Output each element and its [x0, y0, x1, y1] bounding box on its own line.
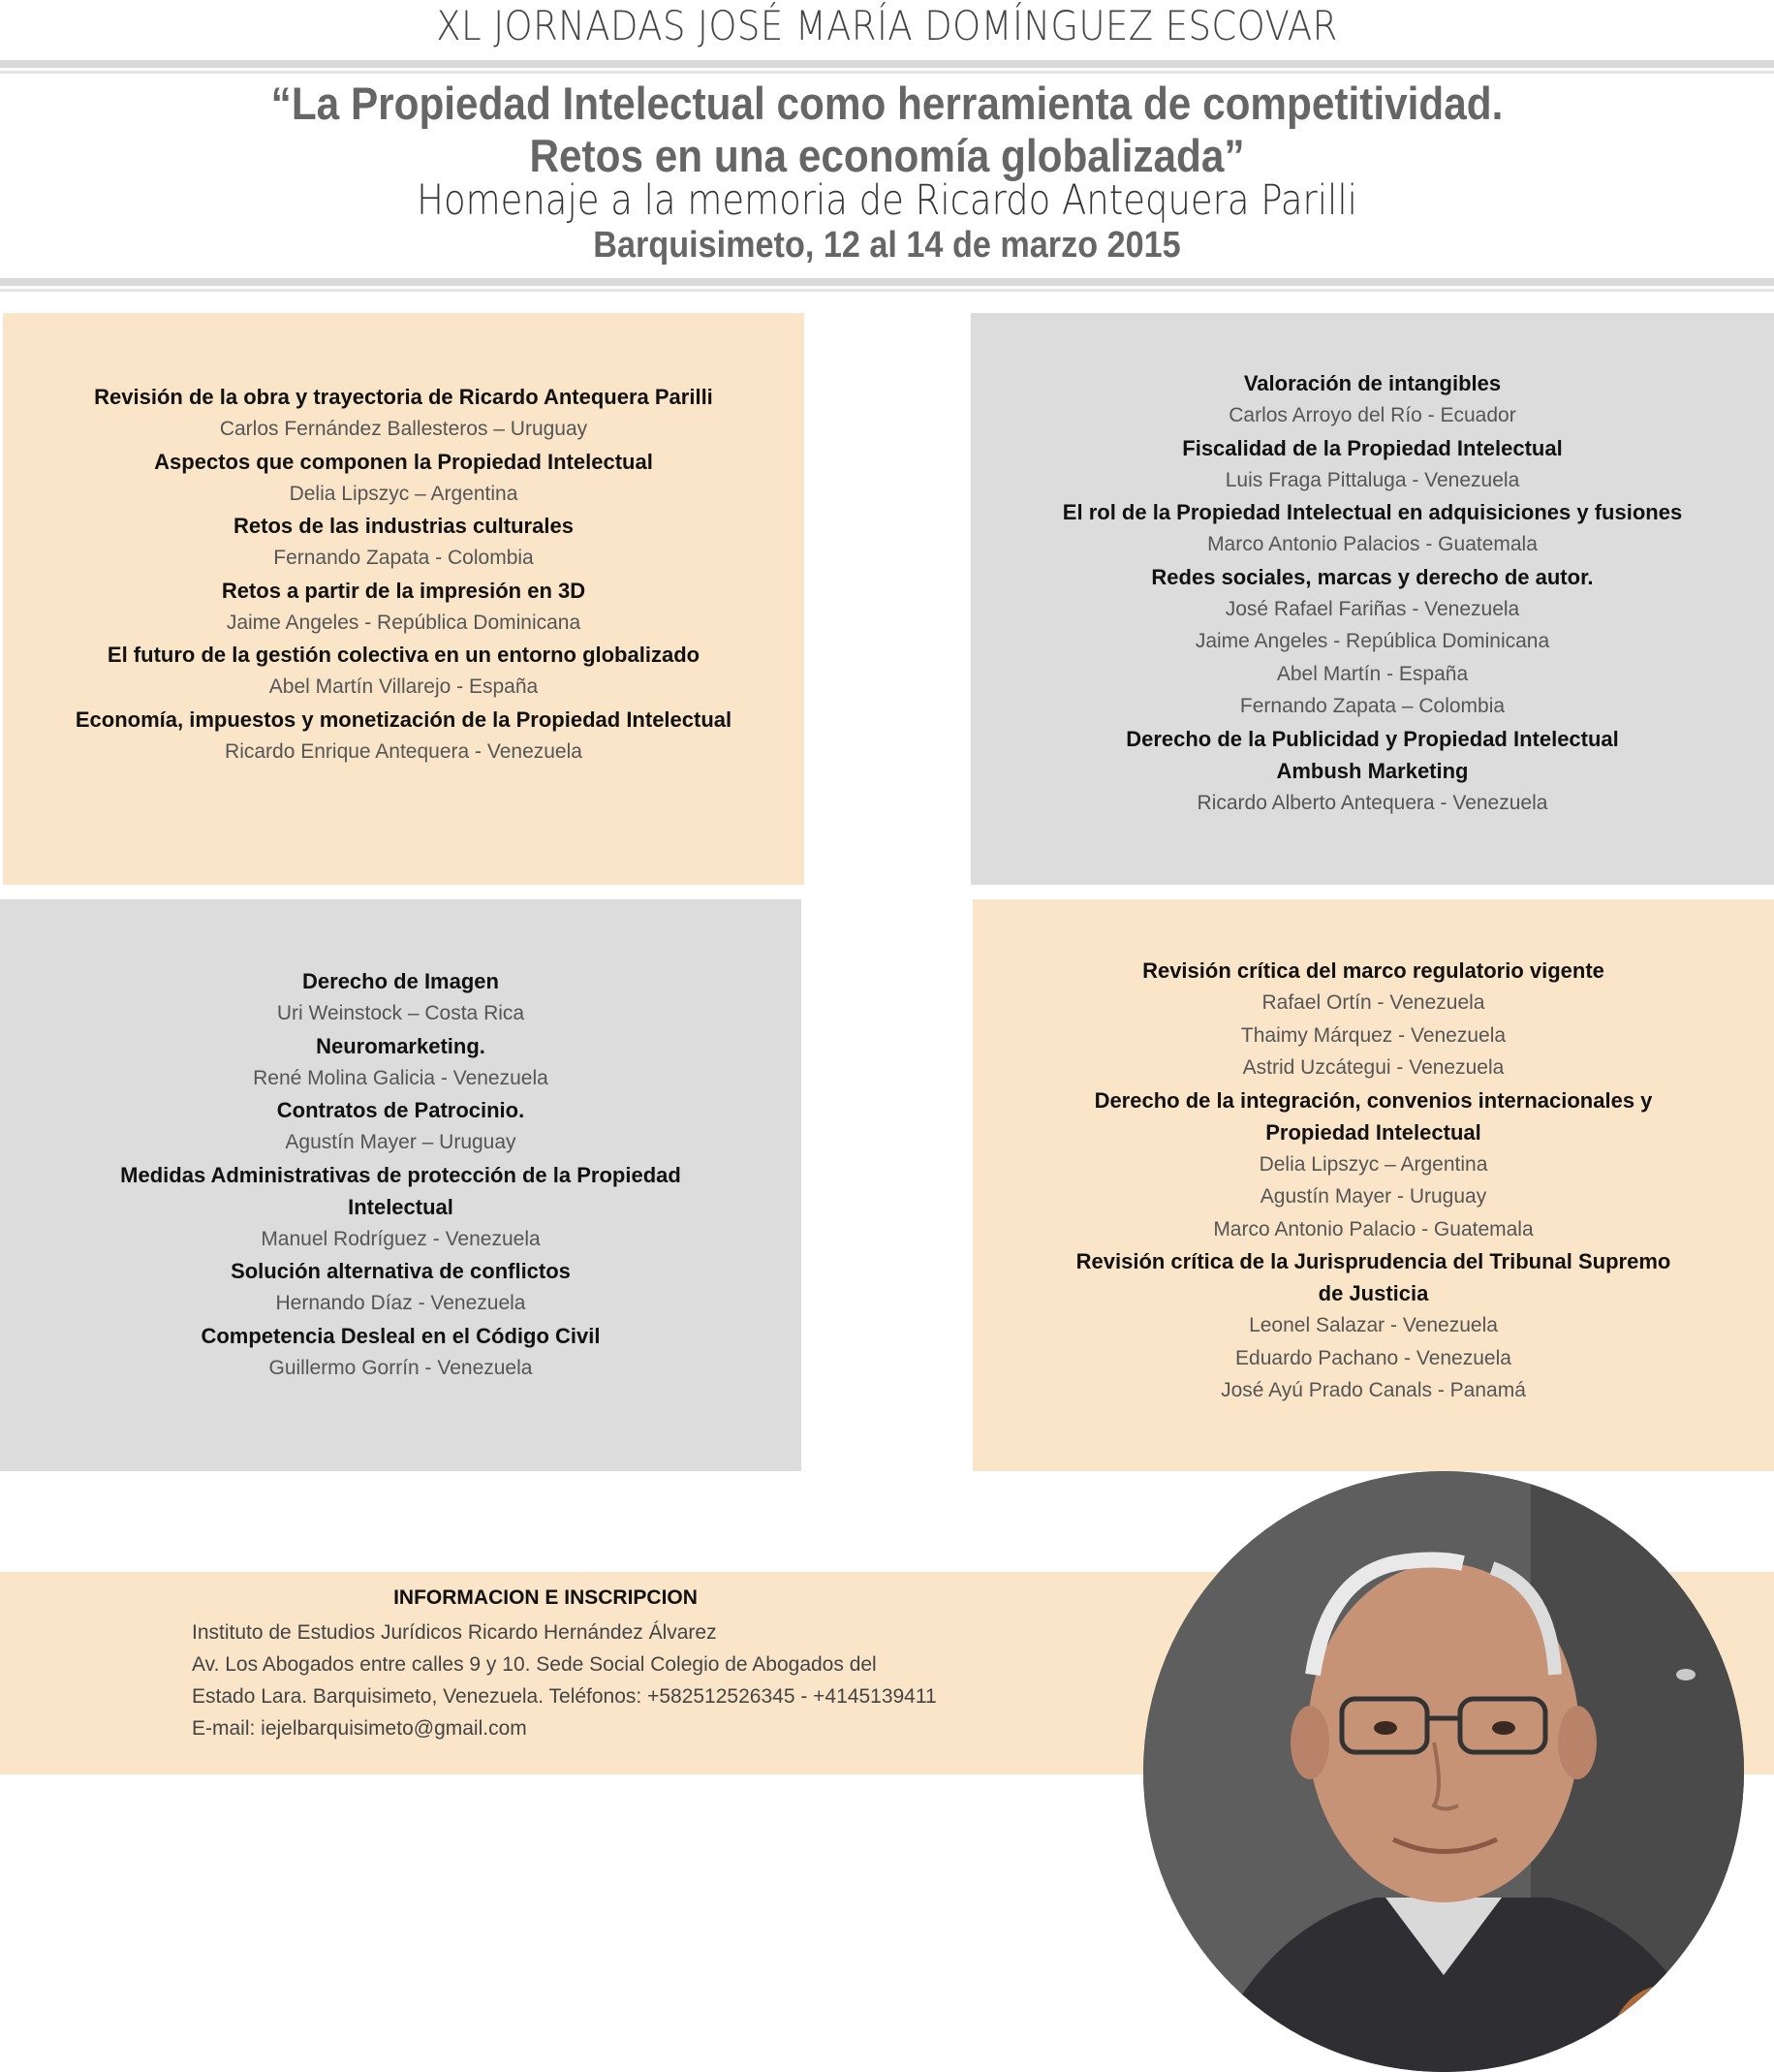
session-entry	[76, 704, 731, 769]
session-panel-2	[971, 313, 1774, 885]
main-title-line-1: “La Propiedad Intelectual como herramienta de competitividad.	[270, 78, 1504, 129]
speaker-name: Ricardo Alberto Antequera - Venezuela	[1197, 791, 1548, 814]
speaker-name: Delia Lipszyc – Argentina	[289, 482, 518, 505]
speaker-name: Carlos Fernández Ballesteros – Uruguay	[219, 418, 588, 440]
session-title: Economía, impuestos y monetización de la Propiedad Intelectual	[75, 706, 732, 732]
session-entry	[76, 575, 731, 640]
session-title: El futuro de la gestión colectiva en un entorno globalizado	[107, 643, 700, 667]
session-entry	[120, 1030, 681, 1095]
session-entry	[1076, 1084, 1671, 1246]
speaker-name: Agustín Mayer – Uruguay	[285, 1131, 516, 1153]
session-entry	[1063, 496, 1682, 561]
session-entry	[120, 1255, 681, 1320]
speaker-name: Fernando Zapata - Colombia	[273, 547, 534, 569]
speaker-name: Carlos Arroyo del Río - Ecuador	[1229, 404, 1516, 426]
session-panel-4	[973, 899, 1774, 1471]
session-entry	[76, 639, 731, 704]
speaker-name: Eduardo Pachano - Venezuela	[1235, 1346, 1511, 1369]
header-bottom-rule	[0, 278, 1774, 286]
session-title: Redes sociales, marcas y derecho de autor.	[1151, 564, 1594, 589]
session-title: Medidas Administrativas de protección de la Propiedad Intelectual	[120, 1162, 681, 1219]
session-panel-3	[0, 899, 801, 1471]
session-entry	[76, 446, 731, 511]
speaker-name: René Molina Galicia - Venezuela	[253, 1066, 548, 1089]
session-entry	[76, 510, 731, 575]
address-line-1: Av. Los Abogados entre calles 9 y 10. Sede Social Colegio de Abogados del	[192, 1653, 877, 1676]
speaker-name: Ricardo Enrique Antequera - Venezuela	[225, 739, 582, 763]
session-title: Solución alternativa de conflictos	[231, 1259, 571, 1283]
speaker-name: Thaimy Márquez - Venezuela	[1240, 1023, 1507, 1047]
speaker-name: Hernando Díaz - Venezuela	[275, 1292, 526, 1314]
speaker-name: Manuel Rodríguez - Venezuela	[261, 1227, 541, 1250]
portrait-photo	[1143, 1471, 1744, 2072]
speaker-name: Rafael Ortín - Venezuela	[1261, 991, 1485, 1014]
session-title: Revisión crítica de la Jurisprudencia del Tribunal Supremo de Justicia	[1075, 1249, 1671, 1305]
speaker-name: José Ayú Prado Canals - Panamá	[1221, 1379, 1526, 1401]
session-title: Derecho de Imagen	[302, 969, 499, 993]
session-title: Valoración de intangibles	[1243, 371, 1502, 395]
speaker-name: Uri Weinstock – Costa Rica	[276, 1002, 525, 1024]
header-bottom-rule-thin	[0, 289, 1774, 292]
speaker-name: Marco Antonio Palacio - Guatemala	[1213, 1217, 1534, 1240]
session-title: Contratos de Patrocinio.	[276, 1098, 525, 1122]
session-entry	[120, 1159, 681, 1256]
session-title: Retos de las industrias culturales	[233, 514, 574, 538]
session-title: Neuromarketing.	[316, 1033, 485, 1058]
portrait-illustration	[1143, 1471, 1744, 2072]
speaker-name: José Rafael Fariñas - Venezuela	[1225, 597, 1520, 620]
main-title-line-2: Retos en una economía globalizada”	[529, 130, 1245, 181]
place-date: Barquisimeto, 12 al 14 de marzo 2015	[593, 225, 1181, 266]
session-entry	[1063, 432, 1682, 497]
session-entry	[1063, 561, 1682, 723]
speaker-name: Abel Martín - España	[1276, 662, 1469, 685]
session-entry	[1063, 367, 1682, 432]
top-rule	[0, 60, 1774, 68]
speaker-name: Guillermo Gorrín - Venezuela	[268, 1356, 533, 1379]
session-title: Derecho de la Publicidad y Propiedad Intelectual Ambush Marketing	[1126, 726, 1619, 783]
speaker-name: Jaime Angeles - República Dominicana	[226, 611, 581, 634]
session-title: Fiscalidad de la Propiedad Intelectual	[1182, 435, 1563, 460]
session-title: Revisión crítica del marco regulatorio vigente	[1142, 958, 1604, 983]
session-entry	[1063, 723, 1682, 820]
session-entry	[1076, 955, 1671, 1084]
speaker-name: Luis Fraga Pittaluga - Venezuela	[1225, 468, 1520, 491]
registration-info	[192, 1584, 986, 1744]
tribute-subtitle: Homenaje a la memoria de Ricardo Antequera Parilli	[417, 176, 1357, 225]
session-title: El rol de la Propiedad Intelectual en adquisiciones y fusiones	[1062, 500, 1683, 524]
address-line-2: Estado Lara. Barquisimeto, Venezuela. Teléfonos: +582512526345 - +4145139411	[192, 1685, 937, 1708]
session-title: Revisión de la obra y trayectoria de Ricardo Antequera Parilli	[94, 385, 713, 409]
speaker-name: Fernando Zapata – Colombia	[1239, 695, 1506, 717]
panel-2-entries	[1063, 367, 1682, 819]
speaker-name: Leonel Salazar - Venezuela	[1249, 1314, 1498, 1336]
session-title: Retos a partir de la impresión en 3D	[221, 578, 586, 603]
session-title: Derecho de la integración, convenios internacionales y Propiedad Intelectual	[1094, 1087, 1653, 1145]
speaker-name: Abel Martín Villarejo - España	[268, 675, 539, 698]
session-entry	[120, 965, 681, 1030]
event-name: XL JORNADAS JOSÉ MARÍA DOMÍNGUEZ ESCOVAR	[436, 2, 1338, 49]
speaker-name: Astrid Uzcátegui - Venezuela	[1242, 1056, 1505, 1079]
speaker-name: Jaime Angeles - República Dominicana	[1195, 630, 1550, 652]
panel-1-entries	[76, 381, 731, 768]
panel-3-entries	[120, 965, 681, 1384]
main-title	[89, 78, 1686, 182]
speaker-name: Agustín Mayer - Uruguay	[1260, 1185, 1487, 1208]
session-entry	[120, 1094, 681, 1159]
panel-4-entries	[1076, 955, 1671, 1407]
top-rule-thin	[0, 71, 1774, 74]
speaker-name: Marco Antonio Palacios - Guatemala	[1207, 533, 1538, 555]
registration-heading: INFORMACION E INSCRIPCION	[393, 1586, 698, 1609]
email-line[interactable]: E-mail: iejelbarquisimeto@gmail.com	[192, 1717, 527, 1740]
institute-name: Instituto de Estudios Jurídicos Ricardo Hernández Álvarez	[192, 1621, 717, 1644]
session-title: Competencia Desleal en el Código Civil	[201, 1323, 601, 1348]
session-entry	[120, 1320, 681, 1385]
session-entry	[1076, 1245, 1671, 1407]
speaker-name: Delia Lipszyc – Argentina	[1259, 1152, 1488, 1176]
session-entry	[76, 381, 731, 446]
session-panel-1	[3, 313, 804, 885]
session-title: Aspectos que componen la Propiedad Intelectual	[154, 449, 653, 474]
